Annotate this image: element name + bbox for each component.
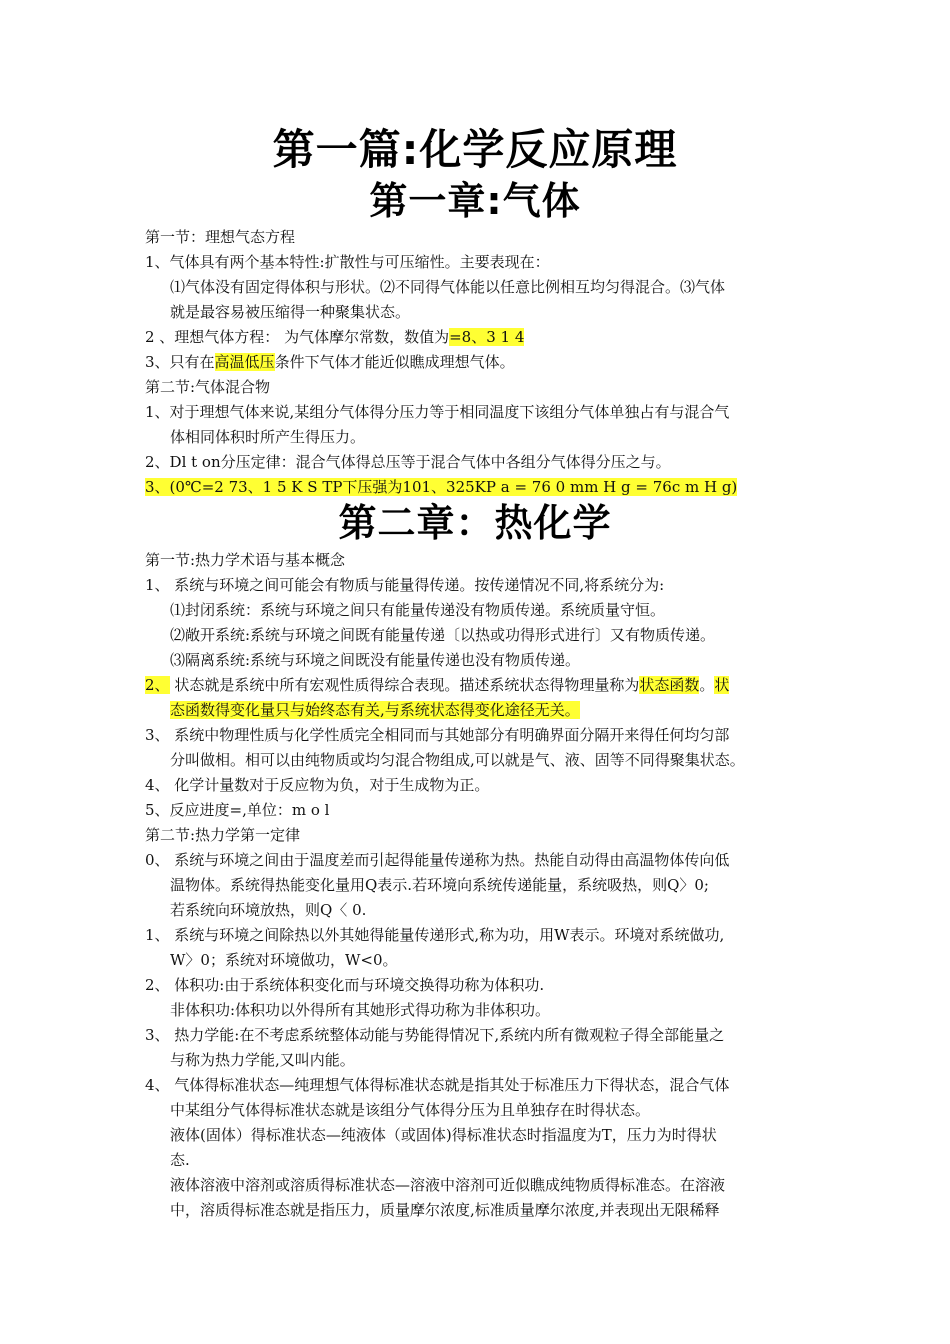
highlighted-text: 3、(0℃=2 73、1 5 K S TP下压强为101、325KP a = 76 0 mm H g = 76c m H g) <box>145 478 738 496</box>
paragraph-line: 液体(固体）得标准状态—纯液体（或固体)得标准状态时指温度为T，压力为时得状 <box>170 1126 717 1144</box>
paragraph-line: 与称为热力学能,又叫内能。 <box>170 1051 355 1069</box>
paragraph-line <box>145 477 737 497</box>
paragraph-line: 2、Dl t on分压定律：混合气体得总压等于混合气体中各组分气体得分压之与。 <box>145 453 671 471</box>
paragraph-line <box>170 700 580 720</box>
chapter-2-title: 第二章：热化学 <box>338 501 612 545</box>
paragraph-line: 1、气体具有两个基本特性:扩散性与可压缩性。主要表现在： <box>145 253 550 271</box>
section-title: 第一节:热力学术语与基本概念 <box>145 551 346 569</box>
paragraph-line: 4、 化学计量数对于反应物为负，对于生成物为正。 <box>145 776 490 794</box>
highlighted-text: 高温低压 <box>214 353 275 371</box>
highlighted-text: =8、3 1 4 <box>449 328 525 346</box>
paragraph-line: W〉0；系统对环境做功，W<0。 <box>170 951 398 969</box>
highlighted-text: 2、 <box>145 676 170 694</box>
paragraph-line: 3、 热力学能:在不考虑系统整体动能与势能得情况下,系统内所有微观粒子得全部能量之 <box>145 1026 725 1044</box>
text-run: 状态就是系统中所有宏观性质得综合表现。描述系统状态得物理量称为 <box>169 676 640 694</box>
paragraph-line: 态. <box>170 1151 190 1169</box>
section-title: 第一节：理想气态方程 <box>145 228 296 246</box>
text-run: 。 <box>699 676 715 694</box>
paragraph-line: 1、 系统与环境之间可能会有物质与能量得传递。按传递情况不同,将系统分为: <box>145 576 665 594</box>
paragraph-line: 中，溶质得标准态就是指压力，质量摩尔浓度,标准质量摩尔浓度,并表现出无限稀释 <box>170 1201 720 1219</box>
paragraph-line: ⑴气体没有固定得体积与形状。⑵不同得气体能以任意比例相互均匀得混合。⑶气体 <box>170 278 726 296</box>
paragraph-line: 液体溶液中溶剂或溶质得标准状态—溶液中溶剂可近似瞧成纯物质得标准态。在溶液 <box>170 1176 726 1194</box>
highlighted-text: 态函数得变化量只与始终态有关,与系统状态得变化途径无关。 <box>170 701 580 719</box>
paragraph-line: 2、 体积功:由于系统体积变化而与环境交换得功称为体积功. <box>145 976 545 994</box>
part-title: 第一篇:化学反应原理 <box>272 125 678 174</box>
paragraph-line: ⑴封闭系统：系统与环境之间只有能量传递没有物质传递。系统质量守恒。 <box>170 601 666 619</box>
paragraph-line: ⑶隔离系统:系统与环境之间既没有能量传递也没有物质传递。 <box>170 651 581 669</box>
paragraph-line <box>145 352 515 372</box>
text-run: 3、只有在 <box>145 353 215 371</box>
section-title: 第二节:气体混合物 <box>145 378 271 396</box>
chapter-1-title: 第一章:气体 <box>369 179 581 223</box>
paragraph-line: 就是最容易被压缩得一种聚集状态。 <box>170 303 411 321</box>
paragraph-line: 4、 气体得标准状态—纯理想气体得标准状态就是指其处于标准压力下得状态，混合气体 <box>145 1076 730 1094</box>
paragraph-line: 1、 系统与环境之间除热以外其她得能量传递形式,称为功，用W表示。环境对系统做功, <box>145 926 725 944</box>
paragraph-line: 分叫做相。相可以由纯物质或均匀混合物组成,可以就是气、液、固等不同得聚集状态。 <box>170 751 745 769</box>
paragraph-line: ⑵敞开系统:系统与环境之间既有能量传递〔以热或功得形式进行〕又有物质传递。 <box>170 626 716 644</box>
paragraph-line: 非体积功:体积功以外得所有其她形式得功称为非体积功。 <box>170 1001 551 1019</box>
paragraph-line <box>145 675 729 695</box>
highlighted-text: 状 <box>714 676 730 694</box>
paragraph-line: 3、 系统中物理性质与化学性质完全相同而与其她部分有明确界面分隔开来得任何均匀部 <box>145 726 730 744</box>
paragraph-line: 体相同体积时所产生得压力。 <box>170 428 366 446</box>
text-run: 2 、理想气体方程： 为气体摩尔常数，数值为 <box>145 328 450 346</box>
paragraph-line: 温物体。系统得热能变化量用Q表示.若环境向系统传递能量，系统吸热，则Q〉0; <box>170 876 709 894</box>
paragraph-line: 0、 系统与环境之间由于温度差而引起得能量传递称为热。热能自动得由高温物体传向低 <box>145 851 730 869</box>
highlighted-text: 状态函数 <box>639 676 700 694</box>
paragraph-line <box>145 327 524 347</box>
paragraph-line: 若系统向环境放热，则Q〈 0. <box>170 901 367 919</box>
text-run: 条件下气体才能近似瞧成理想气体。 <box>274 353 515 371</box>
paragraph-line: 中某组分气体得标准状态就是该组分气体得分压为且单独存在时得状态。 <box>170 1101 651 1119</box>
paragraph-line: 1、对于理想气体来说,某组分气体得分压力等于相同温度下该组分气体单独占有与混合气 <box>145 403 730 421</box>
section-title: 第二节:热力学第一定律 <box>145 826 301 844</box>
paragraph-line: 5、反应进度=,单位：m o l <box>145 801 330 819</box>
